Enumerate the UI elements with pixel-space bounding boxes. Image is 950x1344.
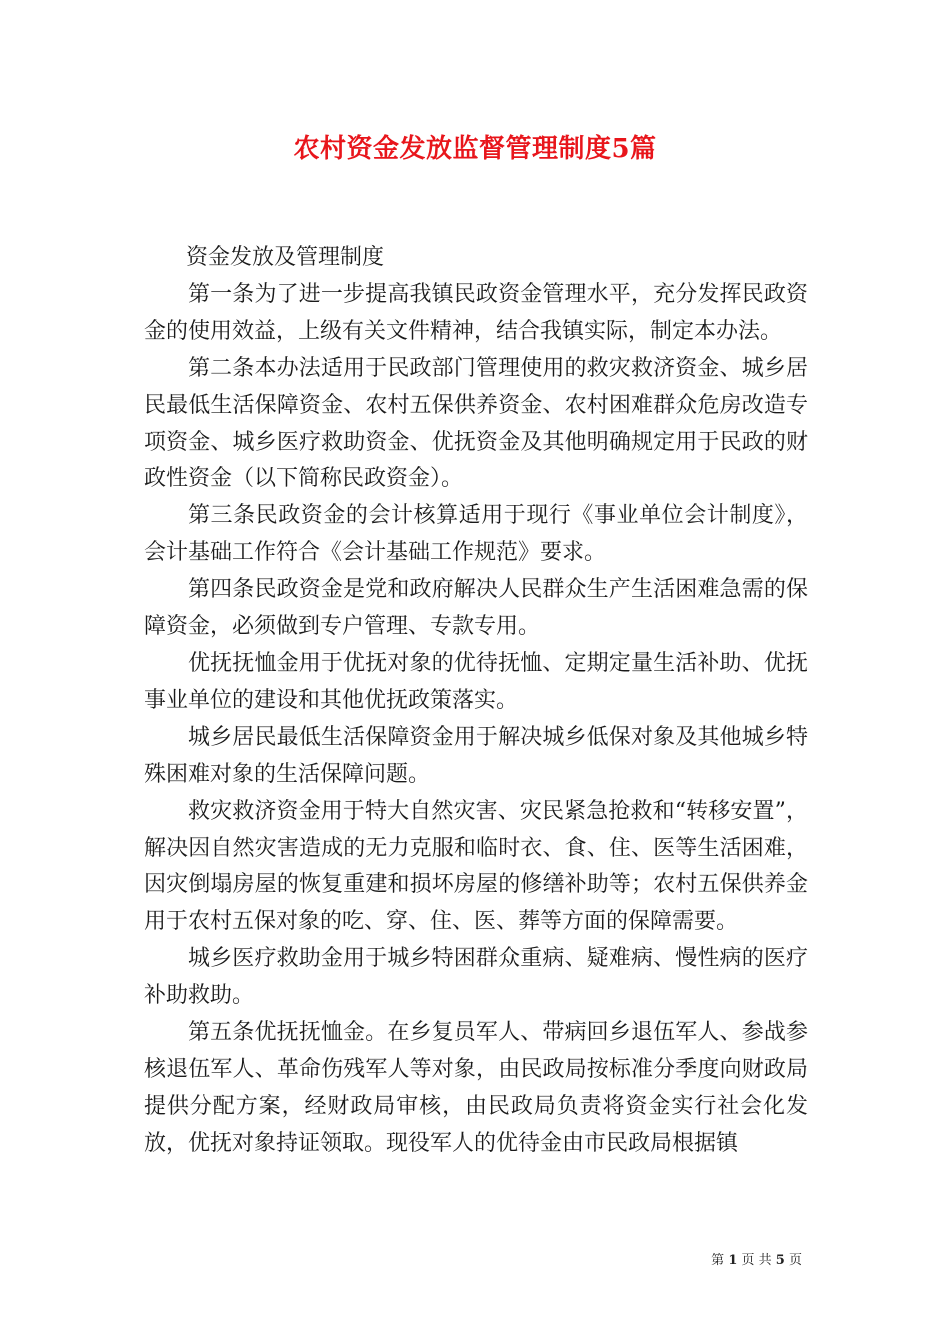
paragraph: 城乡居民最低生活保障资金用于解决城乡低保对象及其他城乡特殊困难对象的生活保障问题。 bbox=[144, 724, 808, 787]
paragraph: 城乡医疗救助金用于城乡特困群众重病、疑难病、慢性病的医疗补助救助。 bbox=[144, 946, 808, 1009]
page-number-footer bbox=[711, 1249, 802, 1268]
paragraph: 第二条本办法适用于民政部门管理使用的救灾救济资金、城乡居民最低生活保障资金、农村五保供养资金、农村困难群众危房改造专项资金、城乡医疗救助资金、优抚资金及其他明确规定用于民政的财政性资金（以下简称民政资金）。 bbox=[144, 355, 808, 492]
paragraph: 第一条为了进一步提高我镇民政资金管理水平，充分发挥民政资金的使用效益，上级有关文件精神，结合我镇实际，制定本办法。 bbox=[144, 281, 808, 344]
footer-suffix: 页 bbox=[788, 1253, 802, 1268]
current-page-number: 1 bbox=[728, 1253, 738, 1268]
paragraph: 第五条优抚抚恤金。在乡复员军人、带病回乡退伍军人、参战参核退伍军人、革命伤残军人等对象，由民政局按标准分季度向财政局提供分配方案，经财政局审核，由民政局负责将资金实行社会化发放，优抚对象持证领取。现役军人的优待金由市民政局根据镇 bbox=[144, 1020, 808, 1156]
paragraph: 救灾救济资金用于特大自然灾害、灾民紧急抢救和“转移安置”，解决因自然灾害造成的无力克服和临时衣、食、住、医等生活困难，因灾倒塌房屋的恢复重建和损坏房屋的修缮补助等；农村五保供养金用于农村五保对象的吃、穿、住、医、葬等方面的保障需要。 bbox=[144, 798, 808, 935]
section-heading: 资金发放及管理制度 bbox=[186, 245, 385, 270]
footer-middle: 页 共 bbox=[741, 1253, 772, 1268]
paragraph: 优抚抚恤金用于优抚对象的优待抚恤、定期定量生活补助、优抚事业单位的建设和其他优抚政策落实。 bbox=[144, 650, 808, 713]
paragraph: 第三条民政资金的会计核算适用于现行《事业单位会计制度》，会计基础工作符合《会计基础工作规范》要求。 bbox=[144, 503, 808, 566]
total-pages-number: 5 bbox=[775, 1253, 785, 1268]
footer-prefix: 第 bbox=[711, 1253, 725, 1268]
document-body bbox=[144, 240, 808, 1163]
paragraph: 第四条民政资金是党和政府解决人民群众生产生活困难急需的保障资金，必须做到专户管理、专款专用。 bbox=[144, 577, 808, 640]
document-title: 农村资金发放监督管理制度5篇 bbox=[293, 134, 657, 164]
